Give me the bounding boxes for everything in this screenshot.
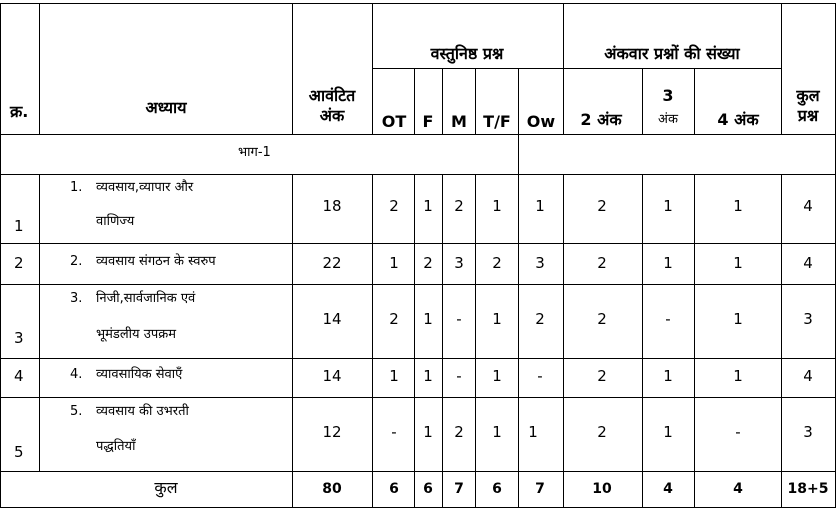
- row-ow: -: [537, 367, 543, 385]
- table-border-left: [0, 3, 1, 508]
- header-tf: T/F: [483, 112, 511, 131]
- section-label: भाग-1: [238, 145, 271, 160]
- row-f: 2: [423, 254, 433, 272]
- col-line: [475, 174, 476, 508]
- header-four-marks: 4 अंक: [717, 110, 759, 129]
- row-marks: 22: [322, 254, 342, 272]
- row-two-marks: 2: [597, 310, 607, 328]
- totals-marks: 80: [322, 481, 342, 497]
- row-chapter-line2: पद्धतियाँ: [96, 439, 136, 454]
- header-total-line1: कुल: [796, 86, 820, 105]
- row-three-marks: 1: [663, 367, 673, 385]
- header-marks-line1: आवंटित: [308, 86, 356, 105]
- col-line: [694, 174, 695, 508]
- header-total-line2: प्रश्न: [797, 106, 819, 125]
- header-m: M: [451, 112, 467, 131]
- totals-m: 7: [454, 481, 464, 497]
- totals-two-marks: 10: [592, 481, 612, 497]
- row-marks: 18: [322, 197, 342, 215]
- row-f: 1: [423, 423, 433, 441]
- row-total: 4: [803, 367, 813, 385]
- row-sno: 3: [14, 329, 24, 347]
- row-marks: 12: [322, 423, 342, 441]
- row-line: [0, 397, 835, 398]
- row-four-marks: 1: [733, 367, 743, 385]
- header-marks-line2: अंक: [319, 106, 345, 125]
- col-line: [642, 68, 643, 134]
- row-chapter-line2: वाणिज्य: [96, 214, 135, 229]
- row-ow: 1: [528, 423, 538, 441]
- row-four-marks: 1: [733, 197, 743, 215]
- row-four-marks: -: [735, 423, 741, 441]
- row-f: 1: [423, 310, 433, 328]
- col-line: [372, 174, 373, 508]
- row-marks: 14: [322, 310, 342, 328]
- row-two-marks: 2: [597, 197, 607, 215]
- row-ot: 2: [389, 197, 399, 215]
- col-line: [642, 174, 643, 508]
- row-tf: 1: [492, 423, 502, 441]
- row-total: 4: [803, 197, 813, 215]
- row-ot: -: [391, 423, 397, 441]
- table-border-bottom: [0, 507, 835, 508]
- col-line: [518, 68, 519, 508]
- header-f: F: [422, 112, 434, 131]
- header-three-marks-line1: 3: [662, 86, 674, 105]
- header-three-marks-line2: अंक: [658, 112, 678, 127]
- header-markwise-group: अंकवार प्रश्नों की संख्या: [604, 44, 740, 63]
- totals-label: कुल: [154, 478, 178, 497]
- row-three-marks: 1: [663, 423, 673, 441]
- row-sno: 1: [14, 217, 24, 235]
- row-two-marks: 2: [597, 367, 607, 385]
- row-chapter-number: 1.: [70, 180, 83, 195]
- row-m: 2: [454, 197, 464, 215]
- col-line: [414, 174, 415, 508]
- table-border-right: [835, 3, 836, 508]
- row-tf: 2: [492, 254, 502, 272]
- row-chapter-line1: व्यवसाय,व्यापार और: [96, 180, 194, 195]
- header-ow: Ow: [526, 112, 556, 131]
- row-f: 1: [423, 367, 433, 385]
- col-line: [292, 3, 293, 134]
- row-line: [0, 358, 835, 359]
- row-line: [0, 243, 835, 244]
- col-line: [781, 3, 782, 134]
- col-line: [442, 68, 443, 134]
- row-three-marks: -: [665, 310, 671, 328]
- section-bottom-line: [0, 174, 835, 175]
- col-line: [372, 3, 373, 134]
- row-total: 3: [803, 423, 813, 441]
- row-chapter-line2: भूमंडलीय उपक्रम: [96, 327, 176, 342]
- row-line: [0, 284, 835, 285]
- header-two-marks: 2 अंक: [580, 110, 622, 129]
- header-bottom-line: [0, 134, 835, 135]
- header-ot: OT: [381, 112, 407, 131]
- row-f: 1: [423, 197, 433, 215]
- col-line: [475, 68, 476, 134]
- row-m: 2: [454, 423, 464, 441]
- row-sno: 2: [14, 254, 24, 272]
- row-ot: 1: [389, 367, 399, 385]
- col-line: [694, 68, 695, 134]
- row-m: -: [456, 367, 462, 385]
- totals-tf: 6: [492, 481, 502, 497]
- header-sno: क्र.: [10, 102, 29, 121]
- row-four-marks: 1: [733, 254, 743, 272]
- col-line: [292, 174, 293, 508]
- col-line: [39, 3, 40, 134]
- totals-three-marks: 4: [663, 481, 673, 497]
- header-chapter: अध्याय: [145, 98, 187, 117]
- row-total: 3: [803, 310, 813, 328]
- row-chapter-line1: निजी,सार्वजानिक एवं: [96, 291, 196, 306]
- col-line: [563, 174, 564, 508]
- col-line: [563, 3, 564, 134]
- row-three-marks: 1: [663, 254, 673, 272]
- row-chapter-number: 3.: [70, 291, 83, 306]
- totals-ot: 6: [389, 481, 399, 497]
- col-line: [414, 68, 415, 134]
- row-chapter-number: 4.: [70, 367, 83, 382]
- row-m: -: [456, 310, 462, 328]
- row-four-marks: 1: [733, 310, 743, 328]
- row-total: 4: [803, 254, 813, 272]
- row-tf: 1: [492, 197, 502, 215]
- row-three-marks: 1: [663, 197, 673, 215]
- row-m: 3: [454, 254, 464, 272]
- row-two-marks: 2: [597, 254, 607, 272]
- totals-ow: 7: [535, 481, 545, 497]
- row-line: [0, 471, 835, 472]
- row-chapter-line1: व्यवसाय संगठन के स्वरुप: [96, 254, 216, 269]
- row-two-marks: 2: [597, 423, 607, 441]
- group-header-divider: [372, 68, 781, 69]
- col-line: [442, 174, 443, 508]
- row-chapter-line1: व्यावसायिक सेवाएँ: [96, 367, 183, 382]
- row-ow: 1: [535, 197, 545, 215]
- totals-f: 6: [423, 481, 433, 497]
- row-chapter-number: 2.: [70, 254, 83, 269]
- row-ot: 1: [389, 254, 399, 272]
- table-border-top: [0, 3, 835, 4]
- row-ow: 3: [535, 254, 545, 272]
- row-sno: 5: [14, 443, 24, 461]
- row-tf: 1: [492, 367, 502, 385]
- header-objective-group: वस्तुनिष्ठ प्रश्न: [430, 44, 504, 63]
- row-ow: 2: [535, 310, 545, 328]
- row-ot: 2: [389, 310, 399, 328]
- row-chapter-number: 5.: [70, 404, 83, 419]
- col-line: [39, 174, 40, 471]
- totals-four-marks: 4: [733, 481, 743, 497]
- col-line: [781, 174, 782, 508]
- row-tf: 1: [492, 310, 502, 328]
- totals-total: 18+5: [787, 481, 829, 497]
- row-marks: 14: [322, 367, 342, 385]
- row-chapter-line1: व्यवसाय की उभरती: [96, 404, 189, 419]
- row-sno: 4: [14, 367, 24, 385]
